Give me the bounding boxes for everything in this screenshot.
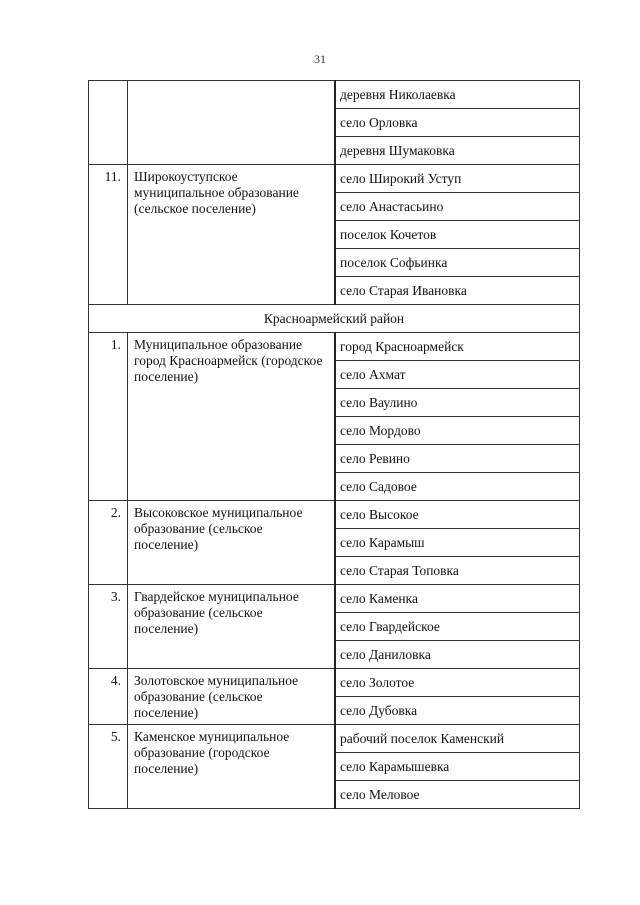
table-row [89, 81, 580, 109]
settlement-cell: село Орловка [335, 109, 580, 137]
table-row [89, 333, 580, 361]
table-row [89, 501, 580, 529]
number-cell [89, 333, 128, 501]
row-number: 5. [110, 729, 121, 744]
number-cell [89, 81, 128, 165]
settlements-table [88, 80, 580, 809]
name-cell [128, 501, 336, 585]
name-cell [128, 81, 336, 165]
name-cell [128, 585, 336, 669]
settlement-cell: село Старая Ивановка [335, 277, 580, 305]
settlement-cell: село Высокое [335, 501, 580, 529]
table-row [89, 669, 580, 697]
municipality-name: Широкоуступское муниципальное образование (сельское поселение) [134, 169, 299, 216]
name-cell [128, 669, 336, 725]
settlement-cell: село Золотое [335, 669, 580, 697]
settlement-cell: село Садовое [335, 473, 580, 501]
page-number: 31 [314, 52, 326, 66]
settlement-cell: село Мордово [335, 417, 580, 445]
settlement-cell: поселок Кочетов [335, 221, 580, 249]
number-cell [89, 669, 128, 725]
settlement-cell: село Ваулино [335, 389, 580, 417]
settlement-cell: село Карамышевка [335, 753, 580, 781]
district-row [89, 305, 580, 333]
row-number: 3. [110, 589, 121, 604]
settlement-cell: село Ревино [335, 445, 580, 473]
municipality-name: Каменское муниципальное образование (городское поселение) [134, 729, 290, 776]
settlement-cell: село Широкий Уступ [335, 165, 580, 193]
settlement-cell: село Дубовка [335, 697, 580, 725]
municipality-name: Муниципальное образование город Красноармейск (городское поселение) [134, 337, 323, 384]
settlement-cell: село Карамыш [335, 529, 580, 557]
municipality-name: Золотовское муниципальное образование (сельское поселение) [134, 673, 299, 720]
row-number: 1. [110, 337, 121, 352]
settlement-cell: село Ахмат [335, 361, 580, 389]
municipality-name: Высоковское муниципальное образование (сельское поселение) [134, 505, 303, 552]
settlement-cell: село Меловое [335, 781, 580, 809]
table-row [89, 585, 580, 613]
name-cell [128, 165, 336, 305]
number-cell [89, 585, 128, 669]
number-cell [89, 501, 128, 585]
number-cell [89, 165, 128, 305]
settlement-cell: деревня Шумаковка [335, 137, 580, 165]
row-number: 2. [110, 505, 121, 520]
settlement-cell: село Даниловка [335, 641, 580, 669]
district-title: Красноармейский район [89, 305, 580, 333]
name-cell [128, 333, 336, 501]
settlement-cell: рабочий поселок Каменский [335, 725, 580, 753]
settlement-cell: село Анастасьино [335, 193, 580, 221]
settlement-cell: село Каменка [335, 585, 580, 613]
settlement-cell: село Старая Топовка [335, 557, 580, 585]
table-row [89, 725, 580, 753]
row-number: 4. [110, 673, 121, 688]
name-cell [128, 725, 336, 809]
number-cell [89, 725, 128, 809]
row-number: 11. [104, 169, 121, 184]
municipality-name: Гвардейское муниципальное образование (сельское поселение) [134, 589, 299, 636]
settlement-cell: поселок Софьинка [335, 249, 580, 277]
settlement-cell: село Гвардейское [335, 613, 580, 641]
table-row [89, 165, 580, 193]
settlement-cell: город Красноармейск [335, 333, 580, 361]
settlement-cell: деревня Николаевка [335, 81, 580, 109]
